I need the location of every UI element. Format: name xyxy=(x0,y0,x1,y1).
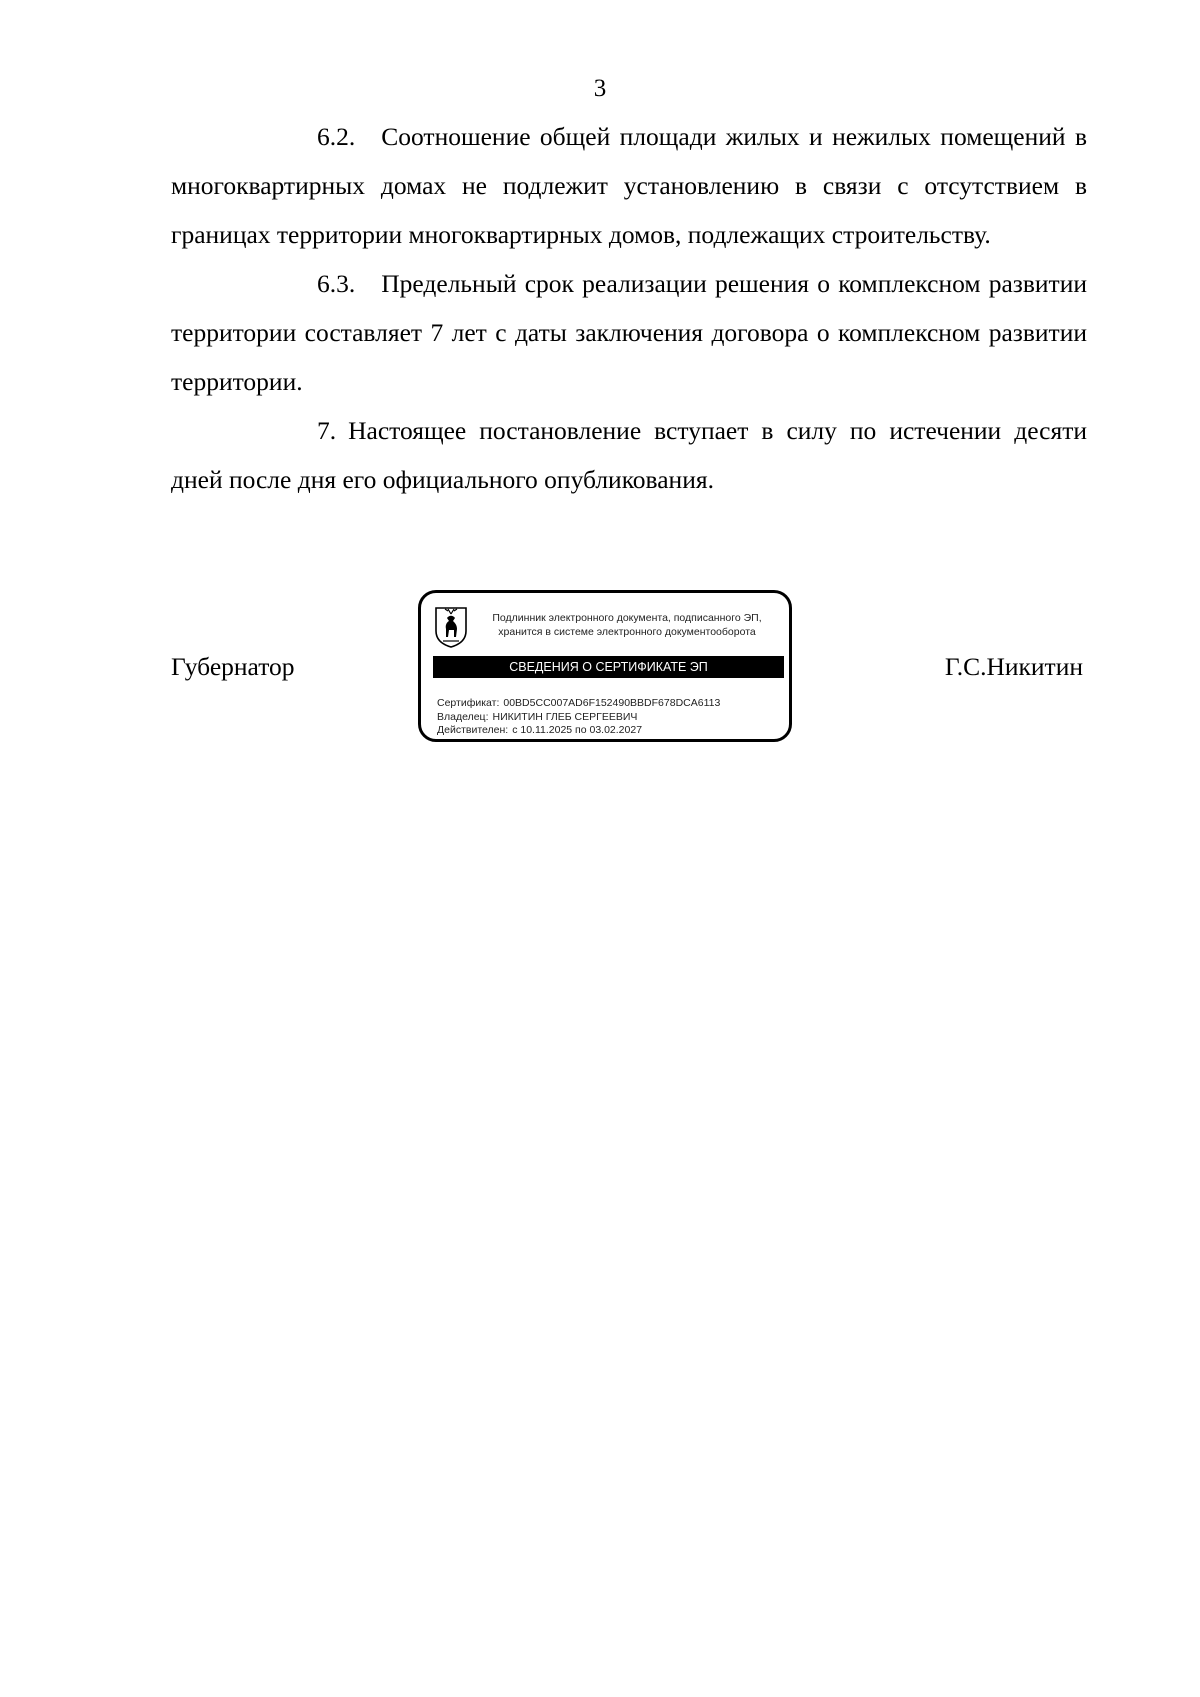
paragraph-6-3 xyxy=(171,259,1087,406)
certificate-label: Сертификат: xyxy=(437,697,500,709)
owner-row xyxy=(437,711,720,725)
paragraph-number: 7. xyxy=(317,416,337,445)
electronic-signature-stamp xyxy=(418,590,792,742)
paragraph-6-2 xyxy=(171,112,1087,259)
paragraph-text: Настоящее постановление вступает в силу по истечении десяти дней после дня его официального опубликования. xyxy=(171,416,1087,494)
stamp-header: СВЕДЕНИЯ О СЕРТИФИКАТЕ ЭП xyxy=(433,656,784,678)
page-number: 3 xyxy=(593,75,607,102)
stamp-caption xyxy=(477,611,777,639)
paragraph-text: Предельный срок реализации решения о комплексном развитии территории составляет 7 лет с даты заключения договора о комплексном развитии территории. xyxy=(171,269,1087,396)
paragraph-number: 6.2. xyxy=(317,122,356,151)
validity-label: Действителен: xyxy=(437,724,509,736)
owner-value: НИКИТИН ГЛЕБ СЕРГЕЕВИЧ xyxy=(492,710,638,723)
document-body xyxy=(171,112,1087,504)
paragraph-number: 6.3. xyxy=(317,269,356,298)
certificate-row xyxy=(437,697,720,711)
certificate-details xyxy=(437,697,720,738)
signatory-title: Губернатор xyxy=(171,652,295,681)
stamp-caption-line: Подлинник электронного документа, подписанного ЭП, xyxy=(492,612,762,624)
certificate-value: 00BD5CC007AD6F152490BBDF678DCA6113 xyxy=(503,697,721,709)
validity-value: с 10.11.2025 по 03.02.2027 xyxy=(512,724,643,736)
paragraph-text: Соотношение общей площади жилых и нежилых помещений в многоквартирных домах не подлежит установлению в связи с отсутствием в границах территории многоквартирных домов, подлежащих строительству. xyxy=(171,122,1087,249)
signature-block xyxy=(171,590,1087,750)
paragraph-7 xyxy=(171,406,1087,504)
stamp-caption-line: хранится в системе электронного документооборота xyxy=(498,626,756,638)
coat-of-arms-icon xyxy=(433,605,469,649)
validity-row xyxy=(437,724,720,738)
signatory-name: Г.С.Никитин xyxy=(944,652,1083,681)
owner-label: Владелец: xyxy=(437,710,489,723)
